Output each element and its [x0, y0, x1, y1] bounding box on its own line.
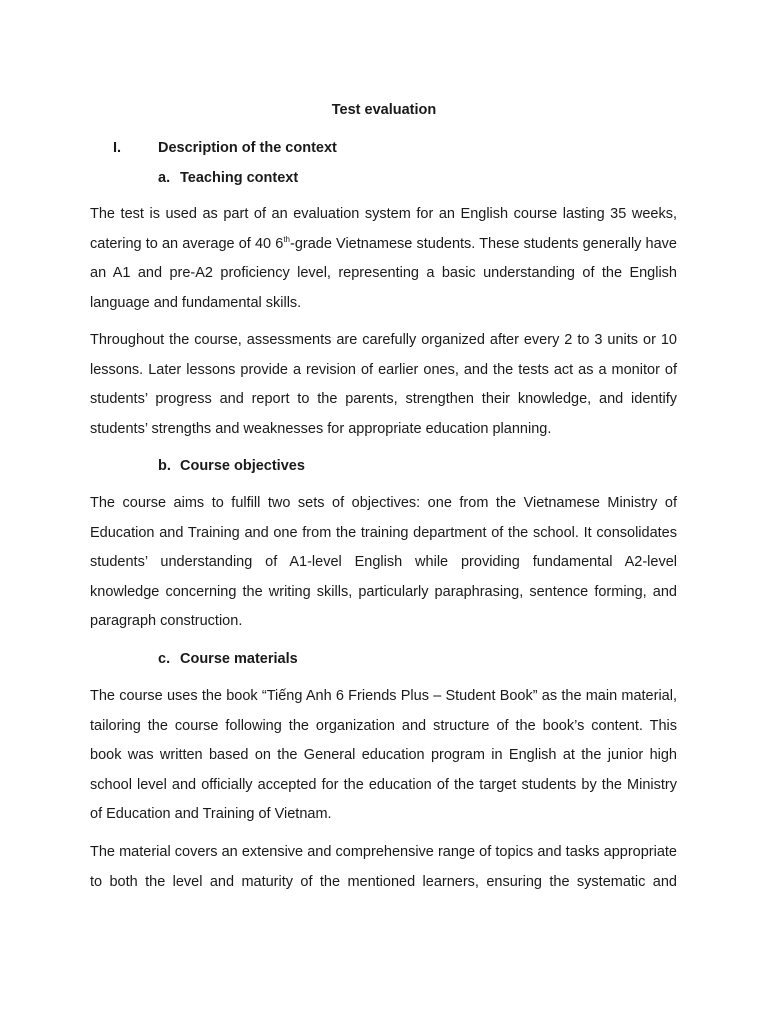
paragraph-line: The course aims to fulfill two sets of objectives: one from the Vietnamese Ministry of	[90, 495, 677, 511]
paragraph	[90, 326, 677, 444]
subsection-heading-teaching-context	[158, 168, 298, 188]
paragraph-line: The test is used as part of an evaluation system for an English course lasting 35 weeks,	[90, 206, 677, 222]
paragraph	[90, 200, 677, 318]
subsection-heading-course-materials	[158, 649, 298, 669]
paragraph-line: an A1 and pre-A2 proficiency level, representing a basic understanding of the English	[90, 265, 677, 281]
paragraph-line: tailoring the course following the organization and structure of the book’s content. This	[90, 717, 677, 734]
subsection-letter: a.	[158, 170, 171, 186]
subsection-heading-course-objectives	[158, 456, 305, 476]
paragraph	[90, 838, 677, 897]
paragraph-line: book was written based on the General education program in English at the junior high	[90, 747, 677, 763]
paragraph-line: The material covers an extensive and comprehensive range of topics and tasks appropriate	[90, 844, 677, 860]
paragraph	[90, 489, 677, 637]
paragraph-line: paragraph construction.	[90, 613, 243, 629]
paragraph-line: The course uses the book “Tiếng Anh 6 Friends Plus – Student Book” as the main material,	[90, 688, 677, 704]
document-title: Test evaluation	[331, 102, 437, 118]
paragraph-line: Education and Training and one from the training department of the school. It consolidates	[90, 524, 677, 541]
paragraph-line: students’ understanding of A1-level English while providing fundamental A2-level	[90, 554, 677, 570]
paragraph-line: to both the level and maturity of the mentioned learners, ensuring the systematic and	[90, 873, 677, 890]
subsection-letter: b.	[158, 458, 171, 474]
paragraph-line: school level and officially accepted for the education of the target students by the Ministry	[90, 776, 677, 793]
paragraph-line: students’ progress and report to the parents, strengthen their knowledge, and identify	[90, 391, 677, 407]
paragraph-line: knowledge concerning the writing skills, particularly paraphrasing, sentence forming, and	[90, 583, 677, 600]
subsection-title: Course materials	[180, 651, 298, 667]
subsection-title: Teaching context	[180, 170, 299, 186]
paragraph-line: of Education and Training of Vietnam.	[90, 806, 332, 822]
paragraph	[90, 682, 677, 830]
superscript: th	[283, 234, 290, 244]
subsection-title: Course objectives	[180, 458, 305, 474]
paragraph-line: lessons. Later lessons provide a revision of earlier ones, and the tests act as a monitor of	[90, 361, 677, 378]
line-text: catering to an average of 40 6	[90, 235, 284, 252]
line-text: -grade Vietnamese students. These students generally have	[289, 235, 677, 252]
paragraph-line: language and fundamental skills.	[90, 294, 302, 311]
paragraph-line: students’ strengths and weaknesses for appropriate education planning.	[90, 420, 552, 437]
paragraph-line: Throughout the course, assessments are carefully organized after every 2 to 3 units or 10	[90, 332, 677, 348]
section-title: Description of the context	[158, 140, 337, 156]
section-number: I.	[113, 140, 122, 156]
paragraph-line	[90, 230, 677, 260]
subsection-letter: c.	[158, 651, 171, 667]
